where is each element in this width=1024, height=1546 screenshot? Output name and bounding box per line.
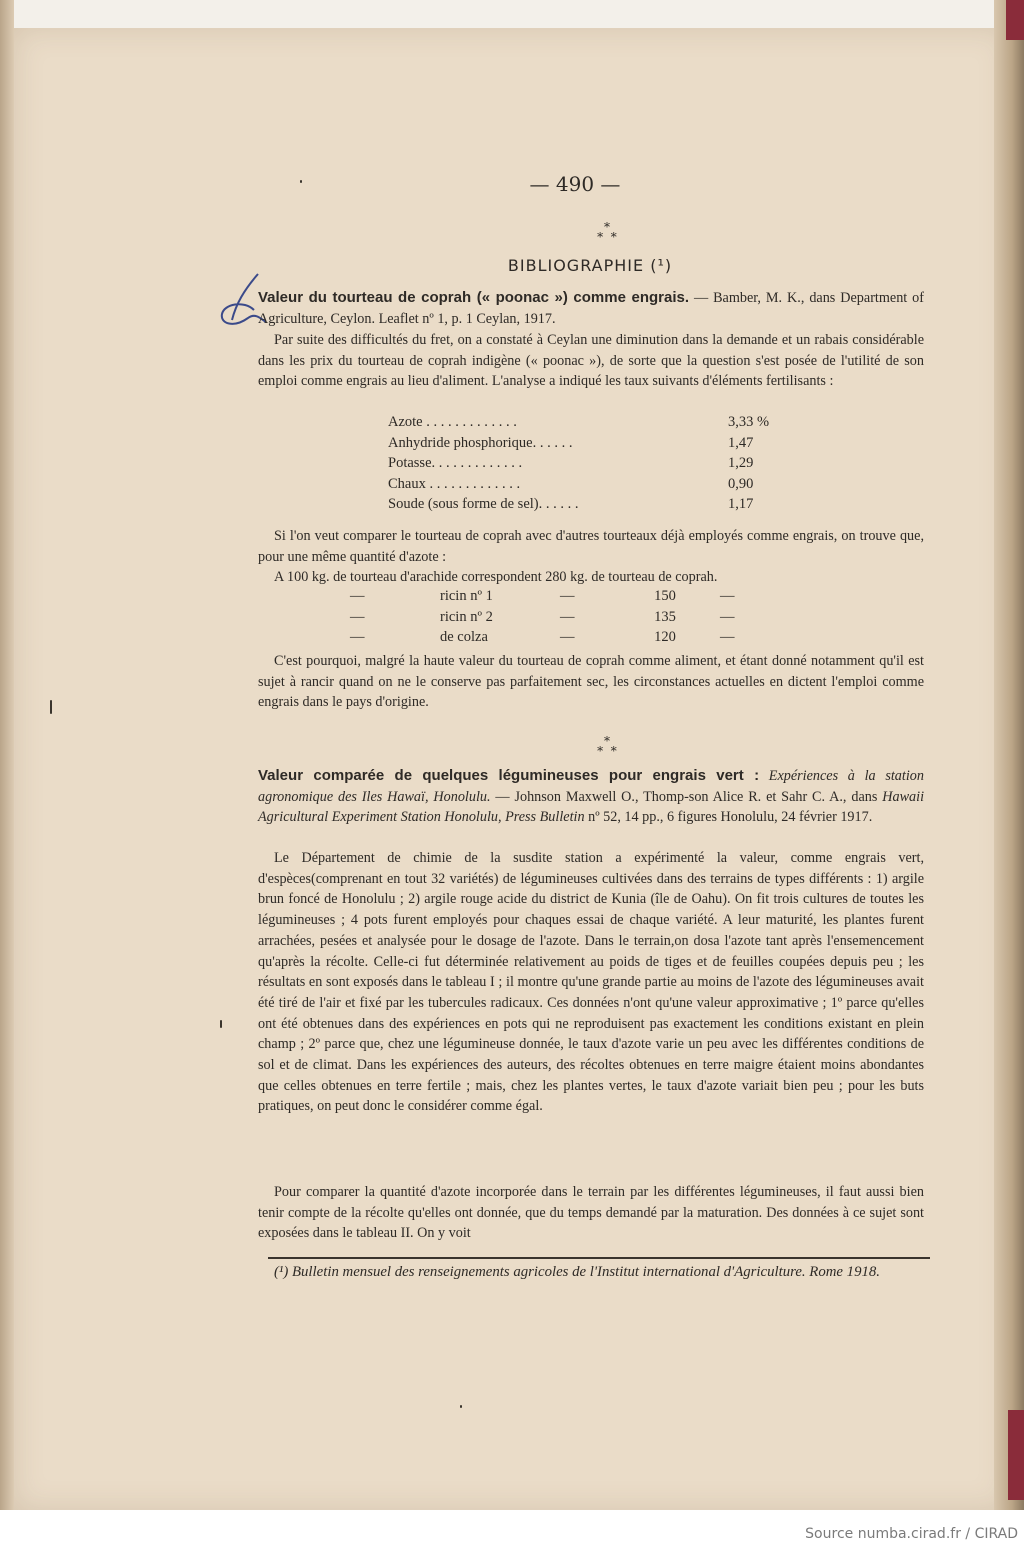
table-cell: — — [720, 588, 735, 604]
entry1-citation — [258, 288, 924, 329]
entry1-para2: Si l'on veut comparer le tourteau de coprah avec d'autres tourteaux déjà employés comme engrais, on trouve que, pour une même quantité d'azote : — [258, 528, 924, 565]
source-credit: Source numba.cirad.fr / CIRAD — [805, 1526, 1018, 1542]
table-cell: de colza — [440, 629, 488, 646]
table-value: 1,17 — [728, 496, 754, 513]
entry1-para3: A 100 kg. de tourteau d'arachide correspondent 280 kg. de tourteau de coprah. — [274, 569, 718, 585]
table-label: Soude (sous forme de sel). . . . . . — [388, 496, 579, 513]
table-row — [388, 476, 808, 497]
table-cell: — — [560, 588, 575, 604]
table-cell: 135 — [654, 608, 676, 625]
table-row — [388, 414, 808, 435]
page-number: — 490 — — [529, 172, 621, 196]
footnote-rule — [268, 1257, 930, 1259]
entry2-ref1: — Johnson Maxwell O., Thomp-son Alice R. et Sahr C. A., dans — [490, 788, 883, 805]
table-cell: — — [350, 629, 365, 646]
binding-spine-bottom — [1008, 1410, 1024, 1500]
top-strip — [14, 0, 1008, 28]
table-cell: ricin nº 2 — [440, 608, 493, 625]
table-value: 0,90 — [728, 475, 754, 492]
table-cell: 150 — [654, 588, 676, 604]
table-cell: 120 — [654, 629, 676, 646]
table-value: 3,33 % — [728, 414, 770, 430]
binding-spine-top — [1006, 0, 1024, 40]
table-row — [388, 496, 808, 517]
table-cell: — — [350, 608, 365, 625]
table-cell: — — [720, 608, 735, 625]
section-heading: BIBLIOGRAPHIE (¹) — [507, 256, 673, 275]
entry1-title: Valeur du tourteau de coprah (« poonac ») comme engrais. — [258, 289, 690, 306]
table-cell: — — [350, 588, 365, 604]
entry1-para1: Par suite des difficultés du fret, on a constaté à Ceylan une diminution dans la demande et un rabais considérable dans les prix du tourteau de coprah indigène (« poonac »), de sorte que la question s'est posée de l'utilité de son emploi comme engrais au lieu d'aliment. L'analyse a indiqué les taux suivants d'éléments fertilisants : — [258, 332, 924, 390]
table-row — [350, 609, 760, 630]
footnote: (¹) Bulletin mensuel des renseignements agricoles de l'Institut international d'Agriculture. Rome 1918. — [274, 1264, 880, 1280]
table-value: 1,47 — [728, 434, 754, 451]
table-label: Azote . . . . . . . . . . . . . — [388, 414, 517, 430]
table-label: Chaux . . . . . . . . . . . . . — [388, 475, 521, 492]
asterism-middle: * * * — [597, 734, 617, 758]
table-row — [388, 435, 808, 456]
table-label: Anhydride phosphorique. . . . . . — [388, 434, 573, 451]
fertilizer-table — [388, 414, 808, 517]
table-cell: ricin nº 1 — [440, 588, 493, 604]
table-row — [350, 629, 760, 650]
speck — [460, 1405, 462, 1408]
speck — [50, 700, 52, 714]
table-cell: — — [560, 629, 575, 646]
entry2-ref2: nº 52, 14 pp., 6 figures Honolulu, 24 février 1917. — [584, 809, 873, 826]
equivalence-table — [350, 588, 760, 650]
book-gutter — [994, 0, 1024, 1510]
page-edge-left — [0, 0, 14, 1510]
table-row — [350, 588, 760, 609]
entry2-ref-italic: Hawaii Agricultural Experiment Station Honolulu, Press Bulletin — [258, 788, 925, 826]
speck — [220, 1020, 222, 1028]
table-value: 1,29 — [728, 455, 754, 472]
table-label: Potasse. . . . . . . . . . . . . — [388, 455, 523, 472]
entry1-para4: C'est pourquoi, malgré la haute valeur du tourteau de coprah comme aliment, et étant donné notamment qu'il est sujet à rancir quand on ne le conserve pas parfaitement sec, les circonstances actuelles en dictent l'emploi comme engrais dans le pays d'origine. — [258, 653, 924, 711]
asterism-top: * * * — [597, 220, 617, 244]
table-cell: — — [560, 608, 575, 625]
entry2-title-italic: Expériences à la station agronomique des Iles Hawaï, Honolulu. — [258, 768, 924, 805]
entry2-title: Valeur comparée de quelques légumineuses pour engrais vert : — [258, 767, 760, 784]
entry2-citation — [258, 766, 924, 828]
entry1-ref: — Bamber, M. K., dans Department of Agriculture, Ceylon. Leaflet nº 1, p. 1 Ceylan, 1917. — [258, 290, 924, 327]
entry2-para2: Pour comparer la quantité d'azote incorporée dans le terrain par les différentes légumineuses, il faut aussi bien tenir compte de la récolte qu'elles ont donnée, que du temps demandé par la maturation. Des données à ce sujet sont exposées dans le tableau II. On y voit — [258, 1184, 924, 1242]
table-cell: — — [720, 629, 735, 646]
table-row — [388, 455, 808, 476]
entry2-para1: Le Département de chimie de la susdite station a expérimenté la valeur, comme engrais vert, d'espèces(comprenant en tout 32 variétés) de légumineuses cultivées dans des terrains de types différents : 1) argile brun foncé de Honolulu ; 2) argile rouge acide du district de Kunia (île de Oahu). On fit trois cultures de toutes les légumineuses ; 4 pots furent employés pour chaques essai de chaque variété. A leur maturité, les plantes furent arrachées, pesées et analysée pour le dosage de l'azote. Dans le terrain,on dosa l'azote tant après l'ensemencement qu'après la récolte. Celle-ci fut déterminée relativement au poids de tiges et de feuilles coupées depuis peu ; les résultats en sont exposés dans le tableau I ; il montre qu'une grande partie au moins de l'azote des légumineuses avait été tiré de l'air et fixé par les tubercules radicaux. Ces données n'ont qu'une valeur approximative ; 1º parce qu'elles ont été obtenues dans des expériences en pots qui ne reproduisent pas exactement les conditions existant en plein champ ; 2º parce que, chez une légumineuse donnée, le taux d'azote varie un peu avec les différentes conditions de sol et de climat. Dans les expériences des auteurs, des récoltes obtenues en terre maigre étaient moins abondantes que celles obtenues en terre fertile ; mais, chez les plantes vertes, le taux d'azote variait bien peu ; pour les buts pratiques, on peut donc le considérer comme égal. — [258, 850, 924, 1115]
